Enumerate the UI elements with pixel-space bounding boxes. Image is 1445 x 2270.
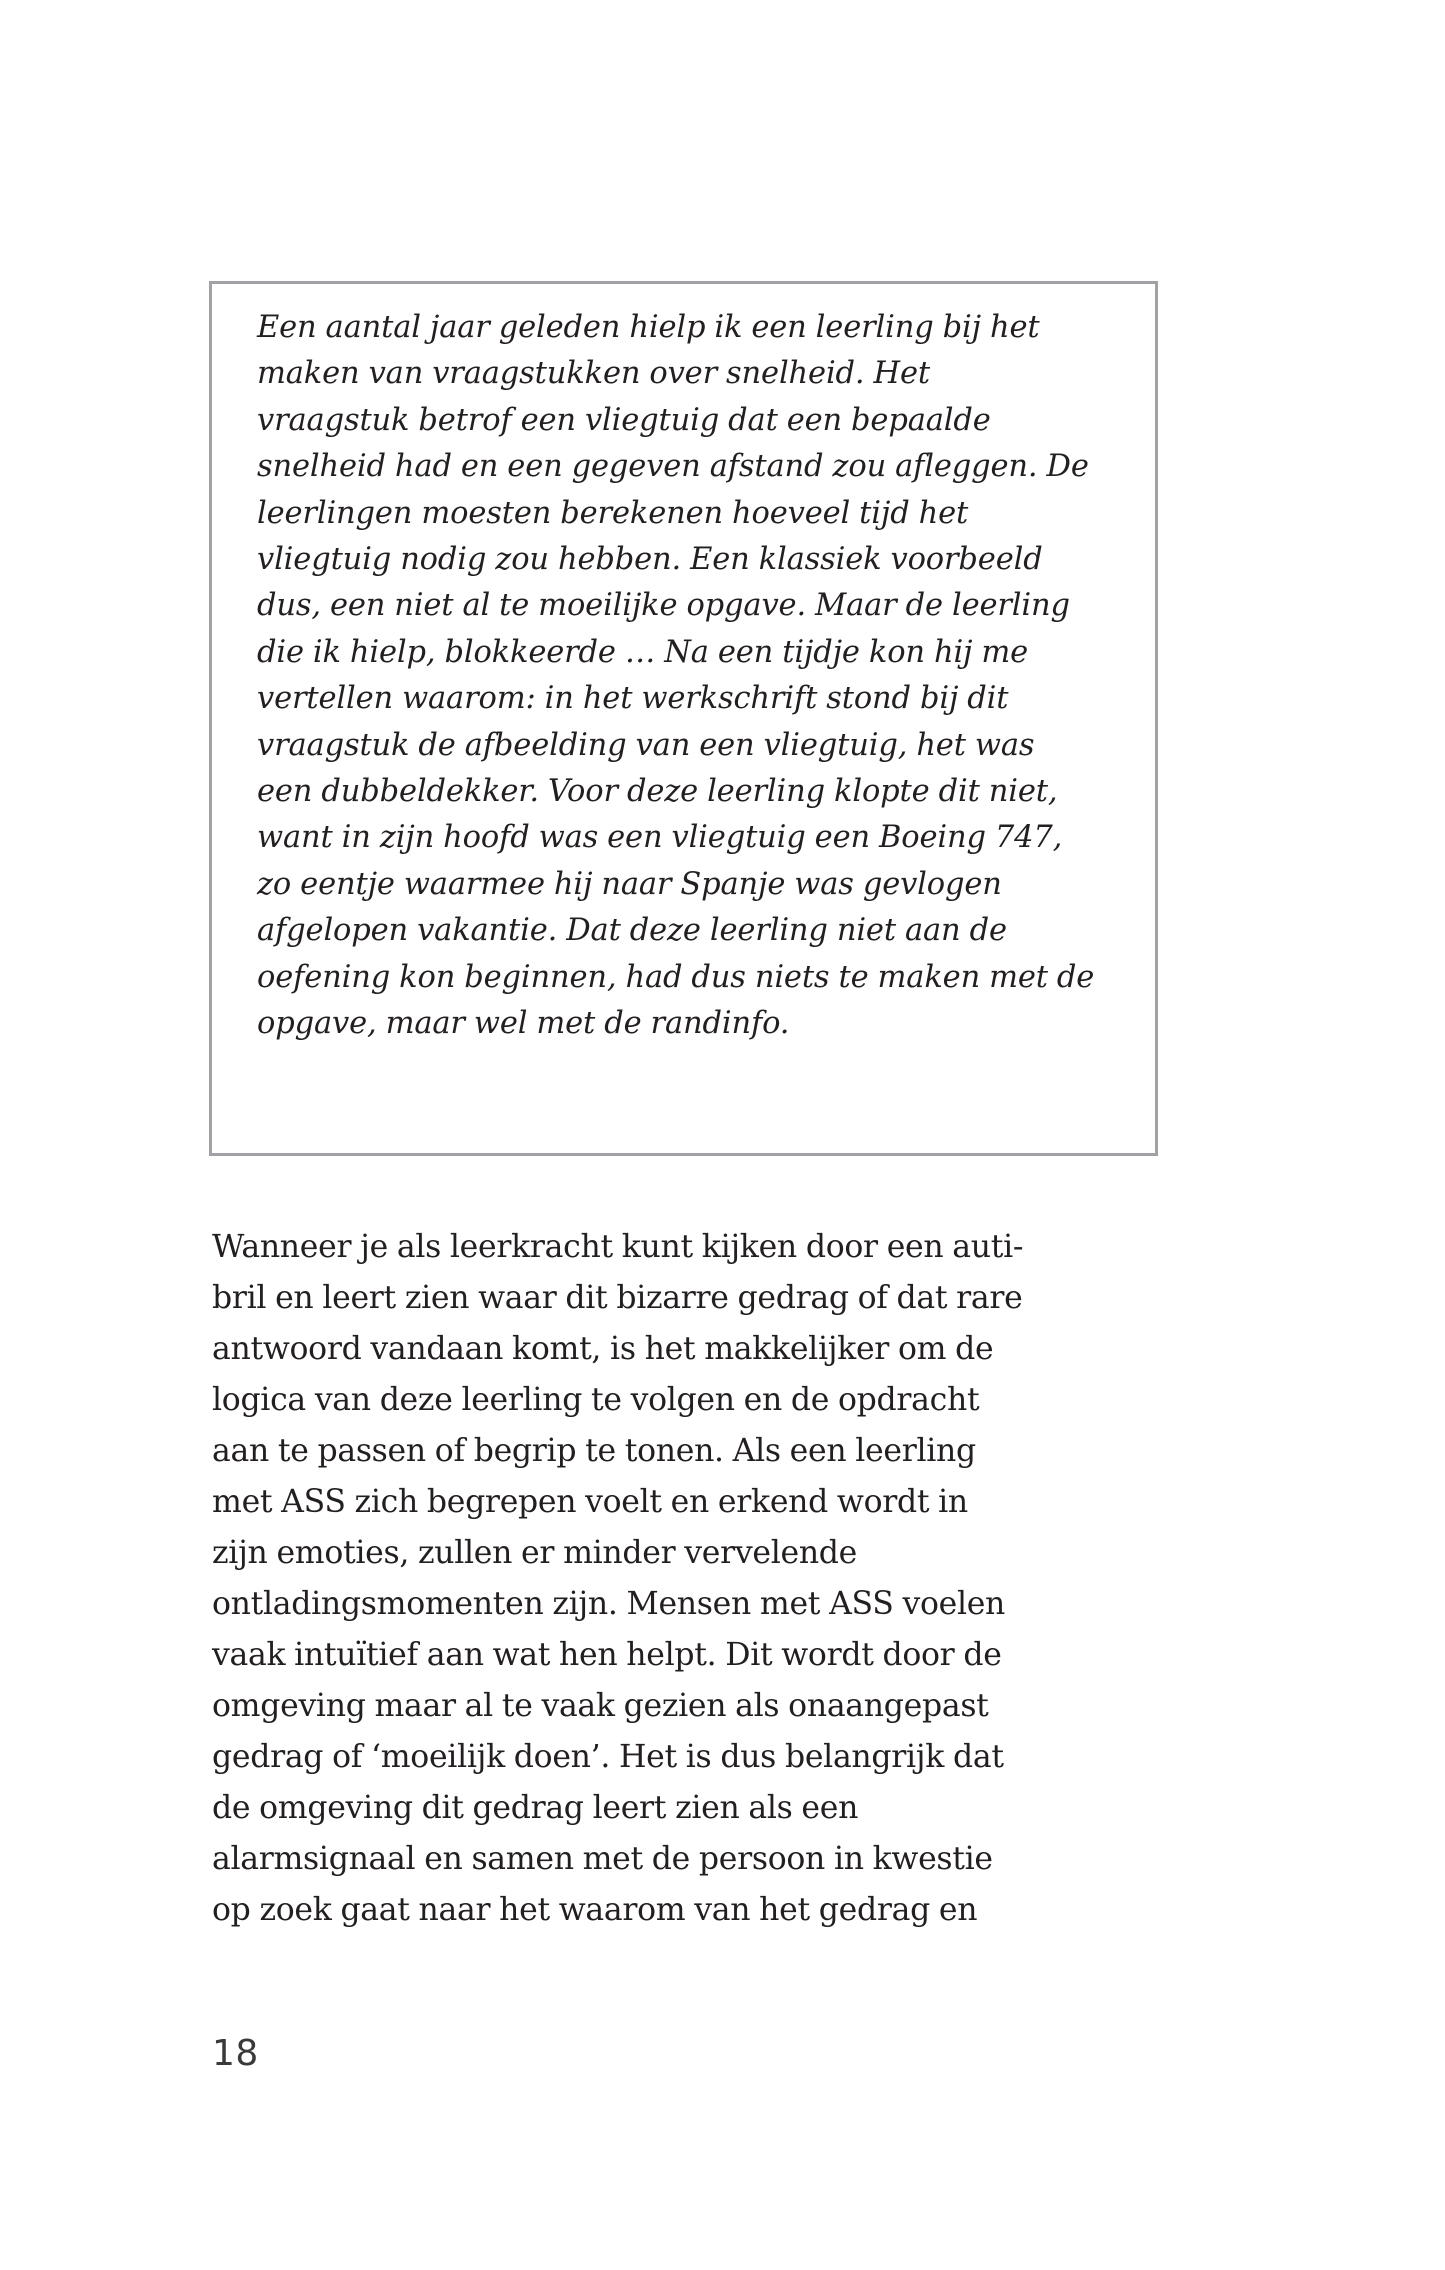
body-line-6: met ASS zich begrepen voelt en erkend wordt in [212, 1484, 968, 1520]
anecdote-line-11: een dubbeldekker. Voor deze leerling klopte dit niet, [257, 774, 1058, 810]
body-line-14: op zoek gaat naar het waarom van het gedrag en [212, 1892, 978, 1928]
anecdote-line-7: dus, een niet al te moeilijke opgave. Maar de leerling [257, 588, 1070, 624]
body-line-2: bril en leert zien waar dit bizarre gedrag of dat rare [212, 1280, 1023, 1316]
anecdote-line-12: want in zijn hoofd was een vliegtuig een Boeing 747, [257, 820, 1063, 856]
anecdote-line-9: vertellen waarom: in het werkschrift stond bij dit [257, 681, 1009, 717]
anecdote-line-8: die ik hielp, blokkeerde … Na een tijdje kon hij me [257, 634, 1029, 670]
body-line-7: zijn emoties, zullen er minder vervelende [212, 1535, 858, 1571]
anecdote-line-14: afgelopen vakantie. Dat deze leerling niet aan de [257, 913, 1007, 949]
body-line-5: aan te passen of begrip te tonen. Als een leerling [212, 1433, 976, 1469]
body-line-3: antwoord vandaan komt, is het makkelijker om de [212, 1331, 994, 1367]
body-line-8: ontladingsmomenten zijn. Mensen met ASS voelen [212, 1586, 1006, 1622]
anecdote-line-15: oefening kon beginnen, had dus niets te maken met de [257, 959, 1095, 995]
body-line-11: gedrag of ‘moeilijk doen’. Het is dus belangrijk dat [212, 1739, 1004, 1775]
body-line-1: Wanneer je als leerkracht kunt kijken door een auti- [212, 1229, 1024, 1265]
anecdote-line-5: leerlingen moesten berekenen hoeveel tijd het [257, 495, 969, 531]
anecdote-line-16: opgave, maar wel met de randinfo. [257, 1006, 790, 1042]
body-line-10: omgeving maar al te vaak gezien als onaangepast [212, 1688, 989, 1724]
anecdote-line-4: snelheid had en een gegeven afstand zou afleggen. De [257, 449, 1089, 485]
anecdote-line-10: vraagstuk de afbeelding van een vliegtuig, het was [257, 727, 1035, 763]
anecdote-line-2: maken van vraagstukken over snelheid. Het [257, 356, 930, 392]
body-line-12: de omgeving dit gedrag leert zien als een [212, 1790, 859, 1826]
anecdote-line-3: vraagstuk betrof een vliegtuig dat een bepaalde [257, 402, 991, 438]
anecdote-line-1: Een aantal jaar geleden hielp ik een leerling bij het [257, 310, 1040, 345]
anecdote-callout-box [209, 281, 1158, 1156]
body-paragraph-text [212, 1222, 1162, 1936]
anecdote-line-6: vliegtuig nodig zou hebben. Een klassiek voorbeeld [257, 542, 1043, 578]
body-line-13: alarmsignaal en samen met de persoon in kwestie [212, 1841, 993, 1877]
anecdote-line-13: zo eentje waarmee hij naar Spanje was gevlogen [257, 866, 1002, 902]
anecdote-text [257, 305, 1095, 1048]
body-line-9: vaak intuïtief aan wat hen helpt. Dit wordt door de [212, 1637, 1002, 1673]
body-line-4: logica van deze leerling te volgen en de opdracht [212, 1382, 980, 1418]
page-number: 18 [212, 2033, 259, 2074]
